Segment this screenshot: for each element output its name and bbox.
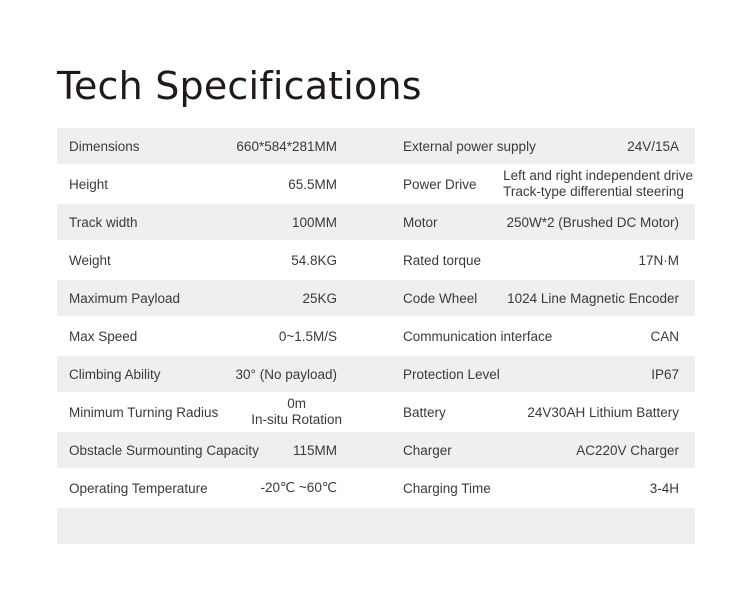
spec-row	[57, 204, 695, 240]
spec-row	[57, 392, 695, 432]
spec-label-right: Communication interface	[403, 328, 553, 344]
spec-value-right	[503, 164, 693, 204]
spec-row	[57, 128, 695, 164]
spec-label-right: Rated torque	[403, 252, 482, 268]
spec-value-left: 115MM	[292, 442, 337, 458]
spec-label-left: Height	[69, 176, 109, 192]
spec-value-right-line: Left and right independent drive	[503, 168, 693, 183]
spec-value-right: 1024 Line Magnetic Encoder	[507, 290, 679, 306]
spec-label-left: Maximum Payload	[69, 290, 181, 306]
spec-value-left: 54.8KG	[291, 252, 337, 268]
spec-label-right: Motor	[403, 214, 438, 230]
spec-row	[57, 164, 695, 204]
spec-value-left: 660*584*281MM	[236, 138, 337, 154]
spec-row	[57, 432, 695, 468]
spec-value-right-line: Track-type differential steering	[503, 184, 684, 199]
spec-label-right: Battery	[403, 404, 446, 420]
spec-label-right: Charger	[403, 442, 452, 458]
spec-label-right: Protection Level	[403, 366, 500, 382]
spec-value-right: IP67	[651, 366, 679, 382]
spec-value-right: CAN	[650, 328, 679, 344]
spec-row	[57, 240, 695, 280]
spec-label-left: Track width	[69, 214, 138, 230]
spec-value-right: 250W*2 (Brushed DC Motor)	[506, 214, 679, 230]
spec-value-left: 30° (No payload)	[235, 366, 337, 382]
spec-row	[57, 508, 695, 544]
spec-label-left: Max Speed	[69, 328, 138, 344]
spec-label-left: Operating Temperature	[69, 480, 208, 496]
spec-value-right: 24V30AH Lithium Battery	[527, 404, 679, 420]
spec-value-left: -20℃ ~60℃	[260, 480, 337, 495]
spec-label-right: Code Wheel	[403, 290, 478, 306]
spec-row	[57, 356, 695, 392]
spec-value-right: 3-4H	[649, 480, 679, 496]
spec-value-left: 25KG	[302, 290, 337, 306]
spec-value-right: AC220V Charger	[576, 442, 679, 458]
spec-label-right: Charging Time	[403, 480, 491, 496]
spec-row	[57, 316, 695, 356]
spec-row	[57, 280, 695, 316]
spec-value-left: 65.5MM	[288, 176, 337, 192]
spec-label-left: Climbing Ability	[69, 366, 161, 382]
spec-value-right: 24V/15A	[627, 138, 679, 154]
page-title: Tech Specifications	[57, 64, 422, 108]
spec-label-right: Power Drive	[403, 176, 477, 192]
spec-label-left: Dimensions	[69, 138, 140, 154]
spec-label-left: Obstacle Surmounting Capacity	[69, 442, 259, 458]
spec-row	[57, 468, 695, 508]
spec-label-left: Minimum Turning Radius	[69, 404, 219, 420]
spec-value-left-line: In-situ Rotation	[251, 412, 342, 427]
spec-value-left-line: 0m	[287, 396, 306, 411]
spec-value-left: 100MM	[291, 214, 337, 230]
spec-label-left: Weight	[69, 252, 111, 268]
spec-value-left: 0~1.5M/S	[278, 328, 337, 344]
spec-label-right: External power supply	[403, 138, 536, 154]
spec-value-left	[251, 392, 342, 432]
spec-value-right: 17N·M	[638, 252, 679, 268]
spec-table	[57, 128, 695, 544]
